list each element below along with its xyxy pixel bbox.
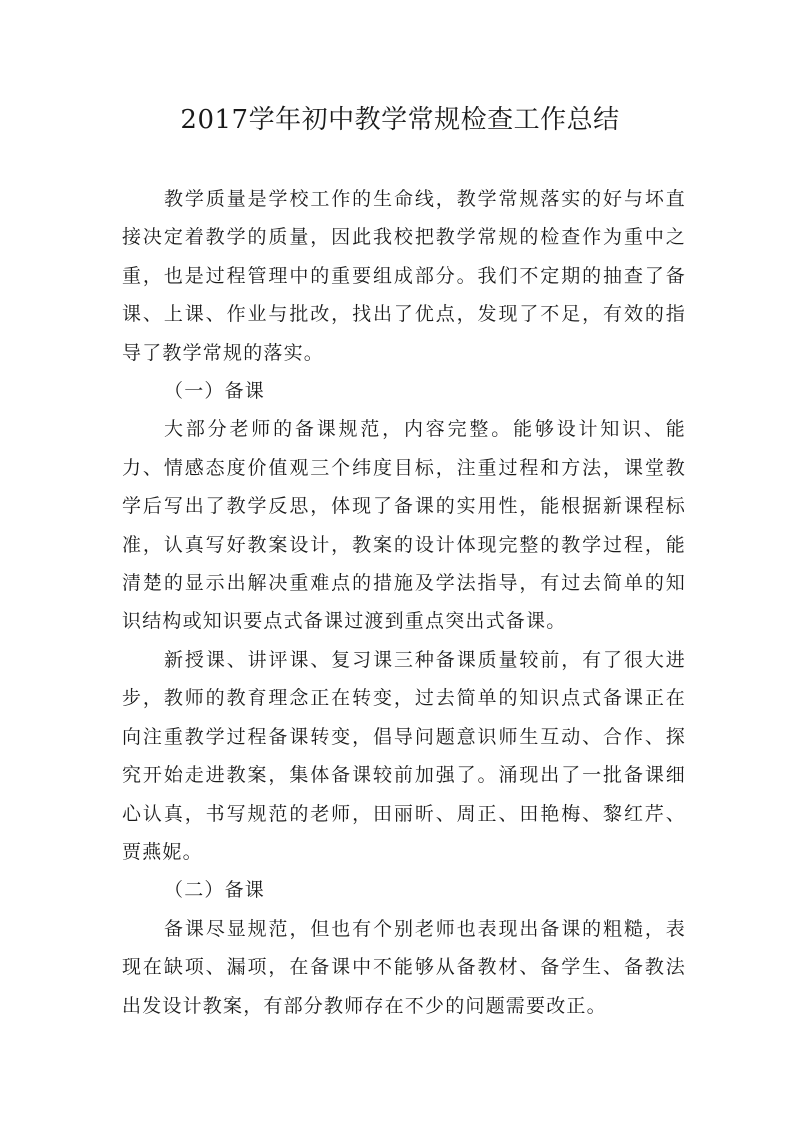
lesson-prep-paragraph-1: 大部分老师的备课规范，内容完整。能够设计知识、能力、情感态度价值观三个纬度目标，注重过程和方法，课堂教学后写出了教学反思，体现了备课的实用性，能根据新课程标准，认真写好教案设计，教案的设计体现完整的教学过程，能清楚的显示出解决重难点的措施及学法指导，有过去简单的知识结构或知识要点式备课过渡到重点突出式备课。 <box>122 418 686 633</box>
intro-paragraph: 教学质量是学校工作的生命线，教学常规落实的好与坏直接决定着教学的质量，因此我校把教学常规的检查作为重中之重，也是过程管理中的重要组成部分。我们不定期的抽查了备课、上课、作业与批改，找出了优点，发现了不足，有效的指导了教学常规的落实。 <box>122 188 686 364</box>
document-title: 2017学年初中教学常规检查工作总结 <box>180 105 620 135</box>
lesson-prep-paragraph-3: 备课尽显规范，但也有个别老师也表现出备课的粗糙，表现在缺项、漏项，在备课中不能够从备教材、备学生、备教法出发设计教案，有部分教师存在不少的问题需要改正。 <box>122 917 686 1017</box>
document-body <box>122 180 686 1025</box>
section-heading-lesson-prep-2: （二）备课 <box>164 879 266 902</box>
section-heading-lesson-prep-1: （一）备课 <box>164 380 266 403</box>
lesson-prep-paragraph-2: 新授课、讲评课、复习课三种备课质量较前，有了很大进步，教师的教育理念正在转变，过去简单的知识点式备课正在向注重教学过程备课转变，倡导问题意识师生互动、合作、探究开始走进教案，集体备课较前加强了。涌现出了一批备课细心认真，书写规范的老师，田丽昕、周正、田艳梅、黎红芹、贾燕妮。 <box>122 648 686 863</box>
